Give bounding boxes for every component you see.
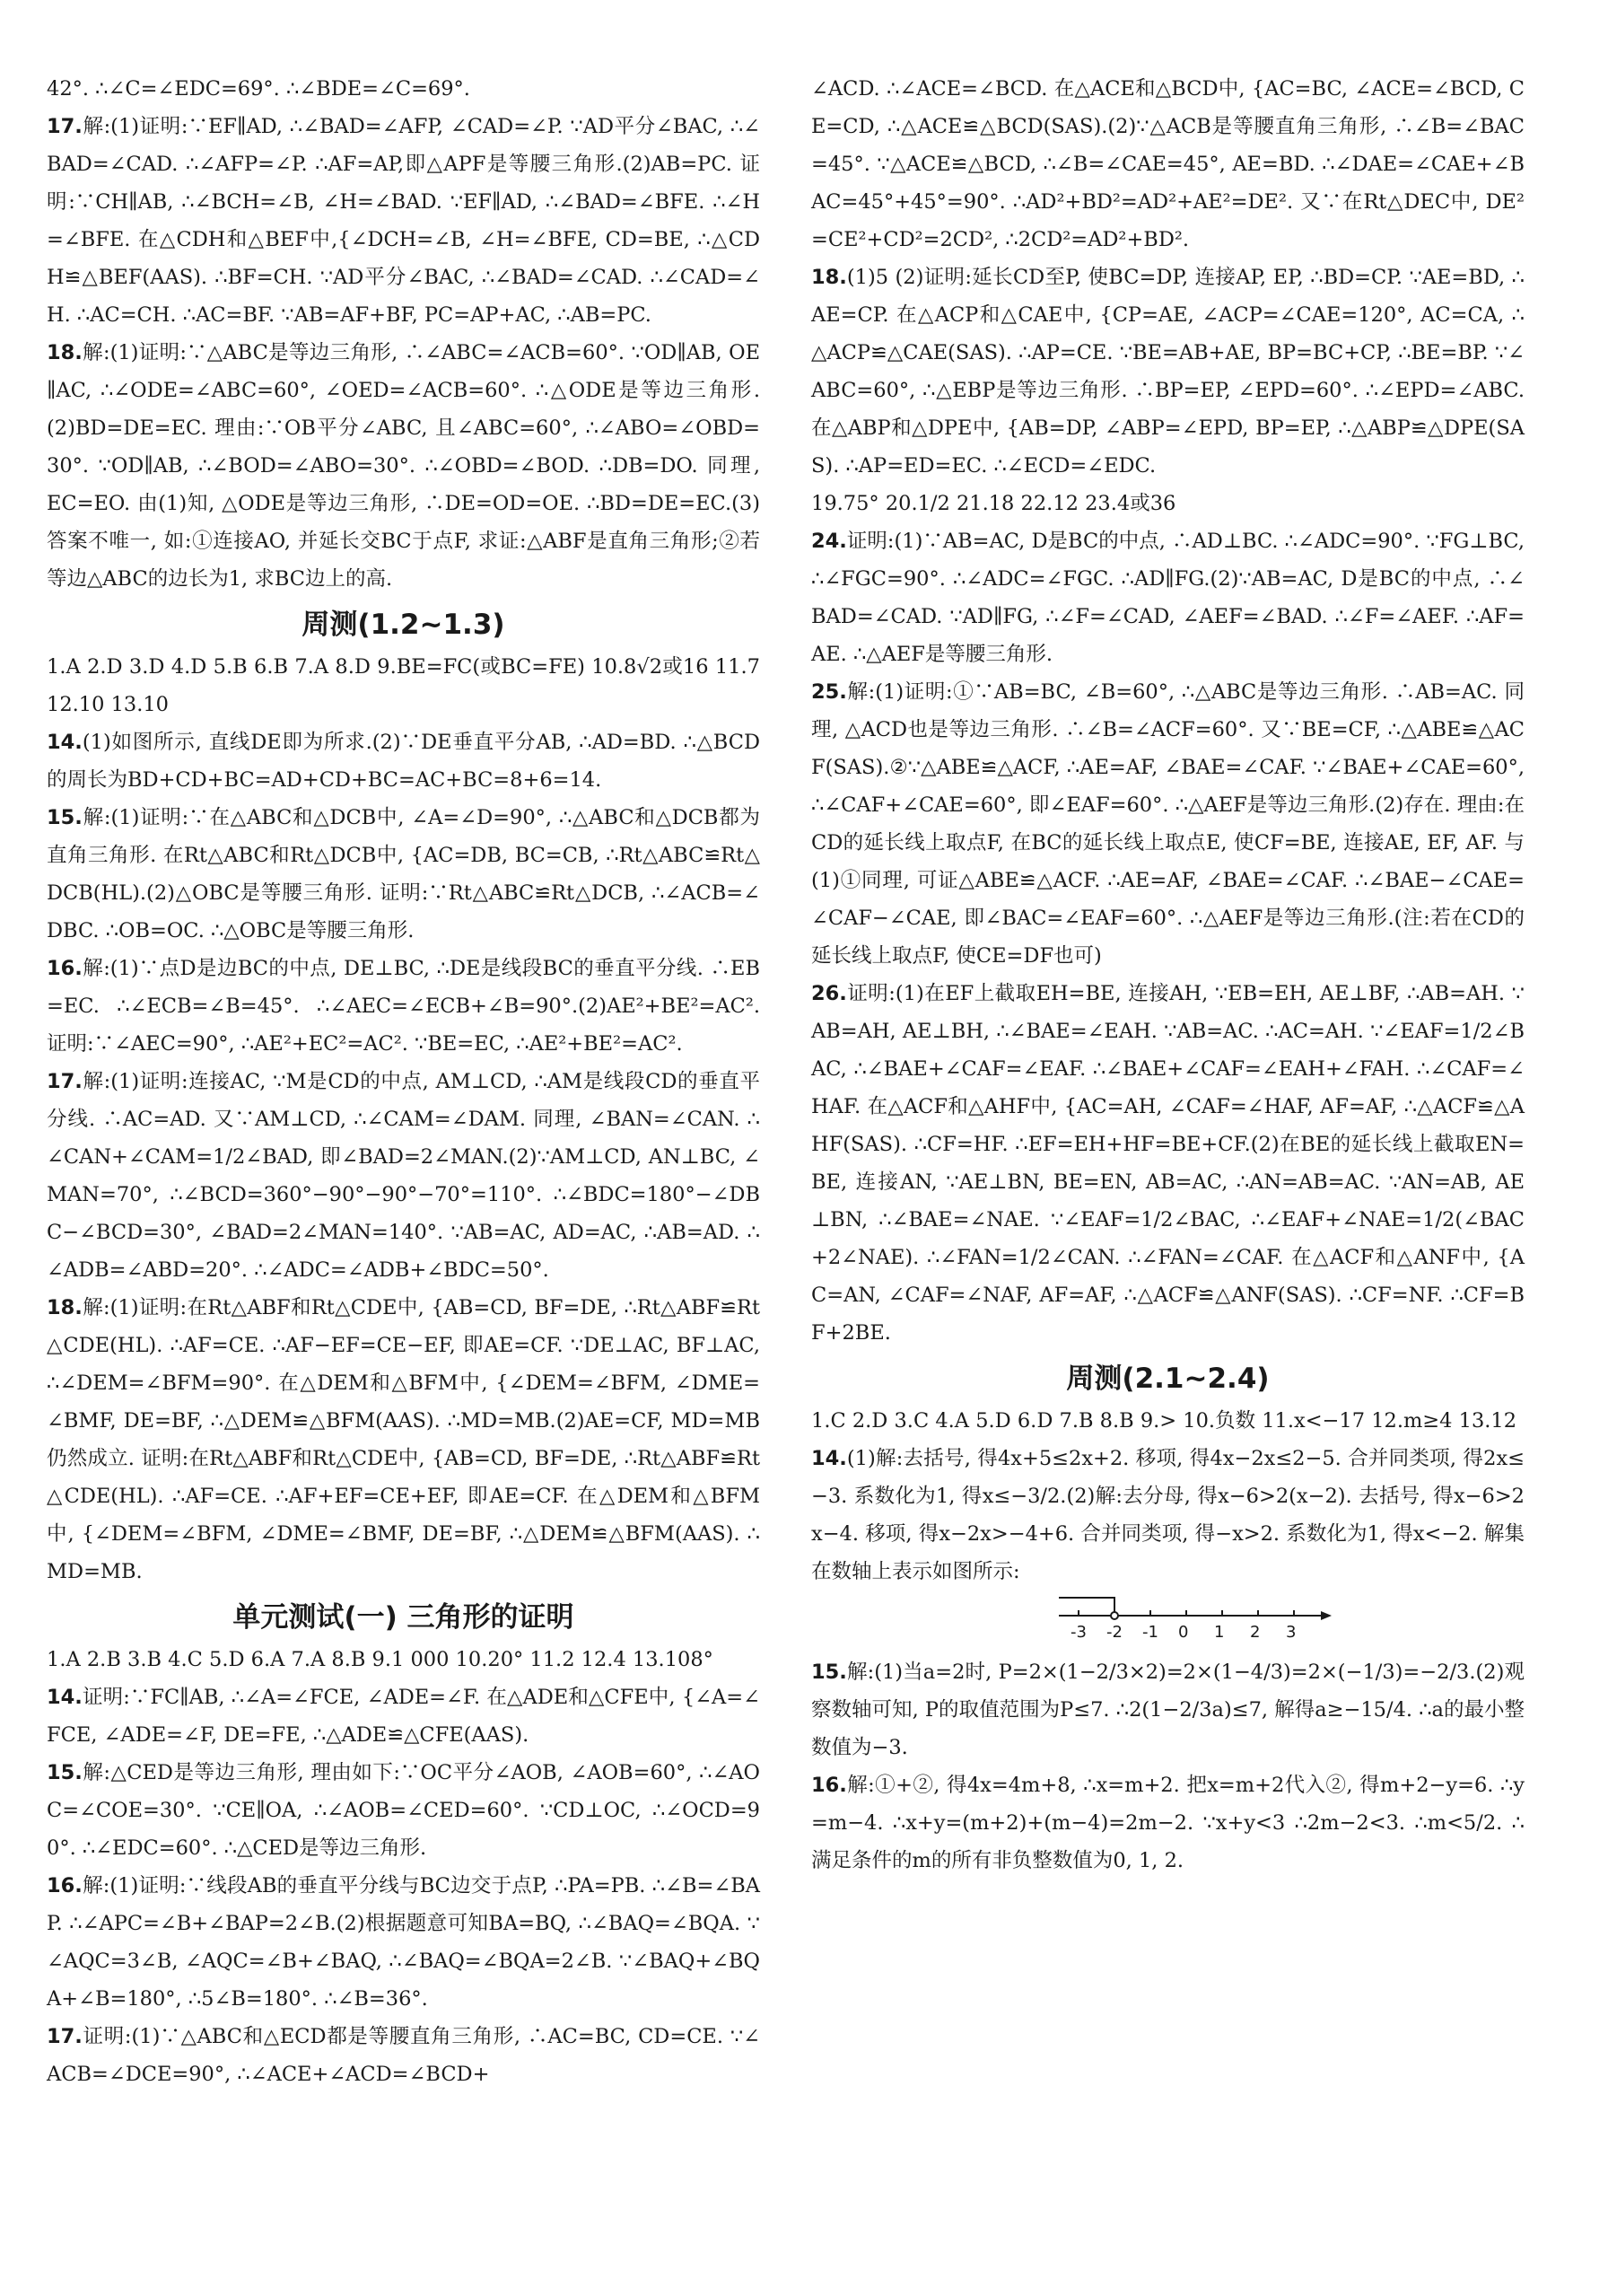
answer-text: 解:①+②, 得4x=4m+8, ∴x=m+2. 把x=m+2代入②, 得m+2−y=6. ∴y=m−4. ∴x+y=(m+2)+(m−4)=2m−2. ∵x+y<3 ∴2m−2<3. ∴m<5/2. ∴满足条件的m的所有非负整数值为0, 1, 2. — [811, 1774, 1525, 1872]
answer-paragraph — [811, 485, 1525, 522]
question-number: 14. — [47, 731, 83, 754]
number-line-label: -3 — [1071, 1623, 1087, 1642]
number-line-label: 2 — [1250, 1623, 1261, 1642]
question-number: 15. — [47, 806, 83, 829]
answer-text: 解:(1)证明:连接AC, ∵M是CD的中点, AM⊥CD, ∴AM是线段CD的垂直平分线. ∴AC=AD. 又∵AM⊥CD, ∴∠CAM=∠DAM. 同理, ∠BAN=∠CAN. ∴∠CAN+∠CAM=1/2∠BAD, 即∠BAD=2∠MAN.(2)∵AM⊥CD, AN⊥BC, ∠MAN=70°, ∴∠BCD=360°−90°−90°−70°=110°. ∴∠BDC=180°−∠DBC−∠BCD=30°, ∠BAD=2∠MAN=140°. ∵AB=AC, AD=AC, ∴AB=AD. ∴∠ADB=∠ABD=20°. ∴∠ADC=∠ADB+∠BDC=50°. — [47, 1070, 760, 1282]
answer-paragraph — [47, 1678, 760, 1754]
open-circle-icon — [1111, 1612, 1118, 1619]
solution-set-line — [1059, 1598, 1114, 1616]
number-line-label: 1 — [1214, 1623, 1225, 1642]
answer-text: (1)如图所示, 直线DE即为所求.(2)∵DE垂直平分AB, ∴AD=BD. ∴△BCD的周长为BD+CD+BC=AD+CD+BC=AC+BC=8+6=14. — [47, 731, 760, 792]
question-number: 16. — [811, 1774, 847, 1797]
answer-paragraph — [811, 1653, 1525, 1766]
question-number: 16. — [47, 957, 83, 980]
answer-paragraph — [811, 1766, 1525, 1880]
answer-paragraph — [47, 950, 760, 1063]
answer-paragraph — [811, 259, 1525, 485]
question-number: 25. — [811, 680, 847, 704]
answer-paragraph — [47, 1867, 760, 2018]
number-line-label: -1 — [1142, 1623, 1158, 1642]
number-line-label: 3 — [1286, 1623, 1297, 1642]
answer-paragraph — [47, 70, 760, 108]
answer-text: 19.75° 20.1/2 21.18 22.12 23.4或36 — [811, 492, 1176, 515]
answer-text: 1.A 2.D 3.D 4.D 5.B 6.B 7.A 8.D 9.BE=FC(或BC=FE) 10.8√2或16 11.7 12.10 13.10 — [47, 655, 760, 716]
answer-text: 解:(1)证明:∵线段AB的垂直平分线与BC边交于点P, ∴PA=PB. ∴∠B=∠BAP. ∴∠APC=∠B+∠BAP=2∠B.(2)根据题意可知BA=BQ, ∴∠BAQ=∠BQA. ∵∠AQC=3∠B, ∠AQC=∠B+∠BAQ, ∴∠BAQ=∠BQA=2∠B. ∵∠BAQ+∠BQA+∠B=180°, ∴5∠B=180°. ∴∠B=36°. — [47, 1874, 760, 2011]
right-column — [811, 70, 1525, 1880]
section-heading: 单元测试(一) 三角形的证明 — [232, 1601, 574, 1634]
question-number: 17. — [47, 1070, 83, 1093]
answer-paragraph — [47, 1289, 760, 1591]
number-line-label: 0 — [1178, 1623, 1189, 1642]
answer-text: 解:△CED是等边三角形, 理由如下:∵OC平分∠AOB, ∠AOB=60°, ∴∠AOC=∠COE=30°. ∵CE∥OA, ∴∠AOB=∠CED=60°. ∵CD⊥OC, ∴∠OCD=90°. ∴∠EDC=60°. ∴△CED是等边三角形. — [47, 1761, 760, 1860]
answer-text: 解:(1)当a=2时, P=2×(1−2/3×2)=2×(1−4/3)=2×(−1/3)=−2/3.(2)观察数轴可知, P的取值范围为P≤7. ∴2(1−2/3a)≤7, 解得a≥−15/4. ∴a的最小整数值为−3. — [811, 1661, 1525, 1759]
answer-text: 解:(1)证明:∵△ABC是等边三角形, ∴∠ABC=∠ACB=60°. ∵OD∥AB, OE∥AC, ∴∠ODE=∠ABC=60°, ∠OED=∠ACB=60°. ∴△ODE是等边三角形.(2)BD=DE=EC. 理由:∵OB平分∠ABC, 且∠ABC=60°, ∴∠ABO=∠OBD=30°. ∵OD∥AB, ∴∠BOD=∠ABO=30°. ∴∠OBD=∠BOD. ∴DB=DO. 同理, EC=EO. 由(1)知, △ODE是等边三角形, ∴DE=OD=OE. ∴BD=DE=EC.(3)答案不唯一, 如:①连接AO, 并延长交BC于点F, 求证:△ABF是直角三角形;②若等边△ABC的边长为1, 求BC边上的高. — [47, 341, 760, 591]
answer-paragraph — [811, 522, 1525, 673]
question-number: 17. — [47, 2025, 83, 2048]
answer-text: 解:(1)证明:①∵AB=BC, ∠B=60°, ∴△ABC是等边三角形. ∴AB=AC. 同理, △ACD也是等边三角形. ∴∠B=∠ACF=60°. 又∵BE=CF, ∴△ABE≌△ACF(SAS).②∵△ABE≌△ACF, ∴AE=AF, ∠BAE=∠CAF. ∵∠BAE+∠CAE=60°, ∴∠CAF+∠CAE=60°, 即∠EAF=60°. ∴△AEF是等边三角形.(2)存在. 理由:在CD的延长线上取点F, 在BC的延长线上取点E, 使CF=BE, 连接AE, EF, AF. 与(1)①同理, 可证△ABE≌△ACF. ∴AE=AF, ∠BAE=∠CAF. ∴∠BAE−∠CAE=∠CAF−∠CAE, 即∠BAC=∠EAF=60°. ∴△AEF是等边三角形.(注:若在CD的延长线上取点F, 使CE=DF也可) — [811, 680, 1525, 968]
left-column — [47, 70, 760, 2093]
question-number: 18. — [47, 341, 83, 364]
answer-text: 证明:(1)∵△ABC和△ECD都是等腰直角三角形, ∴AC=BC, CD=CE. ∵∠ACB=∠DCE=90°, ∴∠ACE+∠ACD=∠BCD+ — [47, 2025, 760, 2086]
answer-paragraph — [47, 1063, 760, 1289]
answer-text: 证明:∵FC∥AB, ∴∠A=∠FCE, ∠ADE=∠F. 在△ADE和△CFE中, {∠A=∠FCE, ∠ADE=∠F, DE=FE, ∴△ADE≌△CFE(AAS). — [47, 1686, 760, 1747]
answer-paragraph — [47, 334, 760, 598]
answer-text: 解:(1)∵点D是边BC的中点, DE⊥BC, ∴DE是线段BC的垂直平分线. ∴EB=EC. ∴∠ECB=∠B=45°. ∴∠AEC=∠ECB+∠B=90°.(2)AE²+BE²=AC². 证明:∵∠AEC=90°, ∴AE²+EC²=AC². ∵BE=EC, ∴AE²+BE²=AC². — [47, 957, 760, 1056]
answer-paragraph — [811, 673, 1525, 975]
answer-paragraph — [811, 70, 1525, 259]
answer-paragraph — [47, 108, 760, 334]
answer-paragraph — [811, 975, 1525, 1352]
question-number: 18. — [811, 266, 847, 289]
number-line-svg — [1052, 1594, 1339, 1625]
answer-text: 解:(1)证明:∵在△ABC和△DCB中, ∠A=∠D=90°, ∴△ABC和△DCB都为直角三角形. 在Rt△ABC和Rt△DCB中, {AC=DB, BC=CB, ∴Rt△ABC≌Rt△DCB(HL).(2)△OBC是等腰三角形. 证明:∵Rt△ABC≌Rt△DCB, ∴∠ACB=∠DBC. ∴OB=OC. ∴△OBC是等腰三角形. — [47, 806, 760, 942]
section-heading: 周测(2.1~2.4) — [1066, 1363, 1270, 1395]
answer-paragraph — [47, 2018, 760, 2093]
answer-paragraph — [47, 1754, 760, 1867]
question-number: 14. — [811, 1447, 847, 1470]
answer-text: 解:(1)证明:∵EF∥AD, ∴∠BAD=∠AFP, ∠CAD=∠P. ∵AD平分∠BAC, ∴∠BAD=∠CAD. ∴∠AFP=∠P. ∴AF=AP,即△APF是等腰三角形.(2)AB=PC. 证明:∵CH∥AB, ∴∠BCH=∠B, ∠H=∠BAD. ∵EF∥AD, ∴∠BAD=∠BFE. ∴∠H=∠BFE. 在△CDH和△BEF中,{∠DCH=∠B, ∠H=∠BFE, CD=BE, ∴△CDH≌△BEF(AAS). ∴BF=CH. ∵AD平分∠BAC, ∴∠BAD=∠CAD. ∴∠CAD=∠H. ∴AC=CH. ∴AC=BF. ∵AB=AF+BF, PC=AP+AC, ∴AB=PC. — [47, 115, 760, 327]
answer-text: 1.C 2.D 3.C 4.A 5.D 6.D 7.B 8.B 9.> 10.负数 11.x<−17 12.m≥4 13.12 — [811, 1409, 1517, 1433]
question-number: 15. — [811, 1661, 847, 1684]
answer-text: 证明:(1)在EF上截取EH=BE, 连接AH, ∵EB=EH, AE⊥BF, ∴AB=AH. ∵AB=AH, AE⊥BH, ∴∠BAE=∠EAH. ∵AB=AC. ∴AC=AH. ∵∠EAF=1/2∠BAC, ∴∠BAE+∠CAF=∠EAF. ∴∠BAE+∠CAF=∠EAH+∠FAH. ∴∠CAF=∠HAF. 在△ACF和△AHF中, {AC=AH, ∠CAF=∠HAF, AF=AF, ∴△ACF≌△AHF(SAS). ∴CF=HF. ∴EF=EH+HF=BE+CF.(2)在BE的延长线上截取EN=BE, 连接AN, ∵AE⊥BN, BE=EN, AB=AC, ∴AN=AB=AC. ∵AN=AB, AE⊥BN, ∴∠BAE=∠NAE. ∵∠EAF=1/2∠BAC, ∴∠EAF+∠NAE=1/2(∠BAC+2∠NAE). ∴∠FAN=1/2∠CAN. ∴∠FAN=∠CAF. 在△ACF和△ANF中, {AC=AN, ∠CAF=∠NAF, AF=AF, ∴△ACF≌△ANF(SAS). ∴CF=NF. ∴CF=BF+2BE. — [811, 982, 1525, 1345]
question-number: 16. — [47, 1874, 83, 1897]
answer-paragraph — [811, 1402, 1525, 1440]
answer-text: 解:(1)证明:在Rt△ABF和Rt△CDE中, {AB=CD, BF=DE, ∴Rt△ABF≌Rt△CDE(HL). ∴AF=CE. ∴AF−EF=CE−EF, 即AE=CF. ∵DE⊥AC, BF⊥AC, ∴∠DEM=∠BFM=90°. 在△DEM和△BFM中, {∠DEM=∠BFM, ∠DME=∠BMF, DE=BF, ∴△DEM≌△BFM(AAS). ∴MD=MB.(2)AE=CF, MD=MB仍然成立. 证明:在Rt△ABF和Rt△CDE中, {AB=CD, BF=DE, ∴Rt△ABF≌Rt△CDE(HL). ∴AF=CE. ∴AF+EF=CE+EF, 即AE=CF. 在△DEM和△BFM中, {∠DEM=∠BFM, ∠DME=∠BMF, DE=BF, ∴△DEM≌△BFM(AAS). ∴MD=MB. — [47, 1296, 760, 1583]
answer-text: 1.A 2.B 3.B 4.C 5.D 6.A 7.A 8.B 9.1 000 10.20° 11.2 12.4 13.108° — [47, 1648, 713, 1671]
section-heading: 周测(1.2~1.3) — [302, 609, 505, 641]
answer-paragraph — [47, 1641, 760, 1678]
answer-paragraph — [47, 799, 760, 950]
answer-text: (1)5 (2)证明:延长CD至P, 使BC=DP, 连接AP, EP, ∴BD=CP. ∵AE=BD, ∴AE=CP. 在△ACP和△CAE中, {CP=AE, ∠ACP=∠CAE=120°, AC=CA, ∴△ACP≌△CAE(SAS). ∴AP=CE. ∵BE=AB+AE, BP=BC+CP, ∴BE=BP. ∵∠ABC=60°, ∴△EBP是等边三角形. ∴BP=EP, ∠EPD=60°. ∴∠EPD=∠ABC. 在△ABP和△DPE中, {AB=DP, ∠ABP=∠EPD, BP=EP, ∴△ABP≌△DPE(SAS). ∴AP=ED=EC. ∴∠ECD=∠EDC. — [811, 266, 1525, 478]
answer-paragraph — [47, 648, 760, 723]
answer-paragraph — [47, 723, 760, 799]
number-line-arrow-icon — [1321, 1611, 1332, 1620]
question-number: 17. — [47, 115, 83, 138]
answer-text: 证明:(1)∵AB=AC, D是BC的中点, ∴AD⊥BC. ∴∠ADC=90°. ∵FG⊥BC, ∴∠FGC=90°. ∴∠ADC=∠FGC. ∴AD∥FG.(2)∵AB=AC, D是BC的中点, ∴∠BAD=∠CAD. ∵AD∥FG, ∴∠F=∠CAD, ∠AEF=∠BAD. ∴∠F=∠AEF. ∴AF=AE. ∴△AEF是等腰三角形. — [811, 530, 1525, 666]
answer-text: ∠ACD. ∴∠ACE=∠BCD. 在△ACE和△BCD中, {AC=BC, ∠ACE=∠BCD, CE=CD, ∴△ACE≌△BCD(SAS).(2)∵△ACB是等腰直角三角形, ∴∠B=∠BAC=45°. ∵△ACE≌△BCD, ∴∠B=∠CAE=45°, AE=BD. ∴∠DAE=∠CAE+∠BAC=45°+45°=90°. ∴AD²+BD²=AD²+AE²=DE². 又∵在Rt△DEC中, DE²=CE²+CD²=2CD², ∴2CD²=AD²+BD². — [811, 77, 1525, 251]
number-line-label: -2 — [1106, 1623, 1123, 1642]
answer-text: (1)解:去括号, 得4x+5≤2x+2. 移项, 得4x−2x≤2−5. 合并同类项, 得2x≤−3. 系数化为1, 得x≤−3/2.(2)解:去分母, 得x−6>2(x−2). 去括号, 得x−6>2x−4. 移项, 得x−2x>−4+6. 合并同类项, 得−x>2. 系数化为1, 得x<−2. 解集在数轴上表示如图所示: — [811, 1447, 1525, 1583]
question-number: 14. — [47, 1686, 83, 1709]
question-number: 18. — [47, 1296, 83, 1319]
answer-text: 42°. ∴∠C=∠EDC=69°. ∴∠BDE=∠C=69°. — [47, 77, 470, 101]
question-number: 26. — [811, 982, 847, 1005]
answer-paragraph — [811, 1440, 1525, 1591]
number-line-figure — [1052, 1594, 1339, 1648]
question-number: 15. — [47, 1761, 83, 1784]
question-number: 24. — [811, 530, 847, 553]
